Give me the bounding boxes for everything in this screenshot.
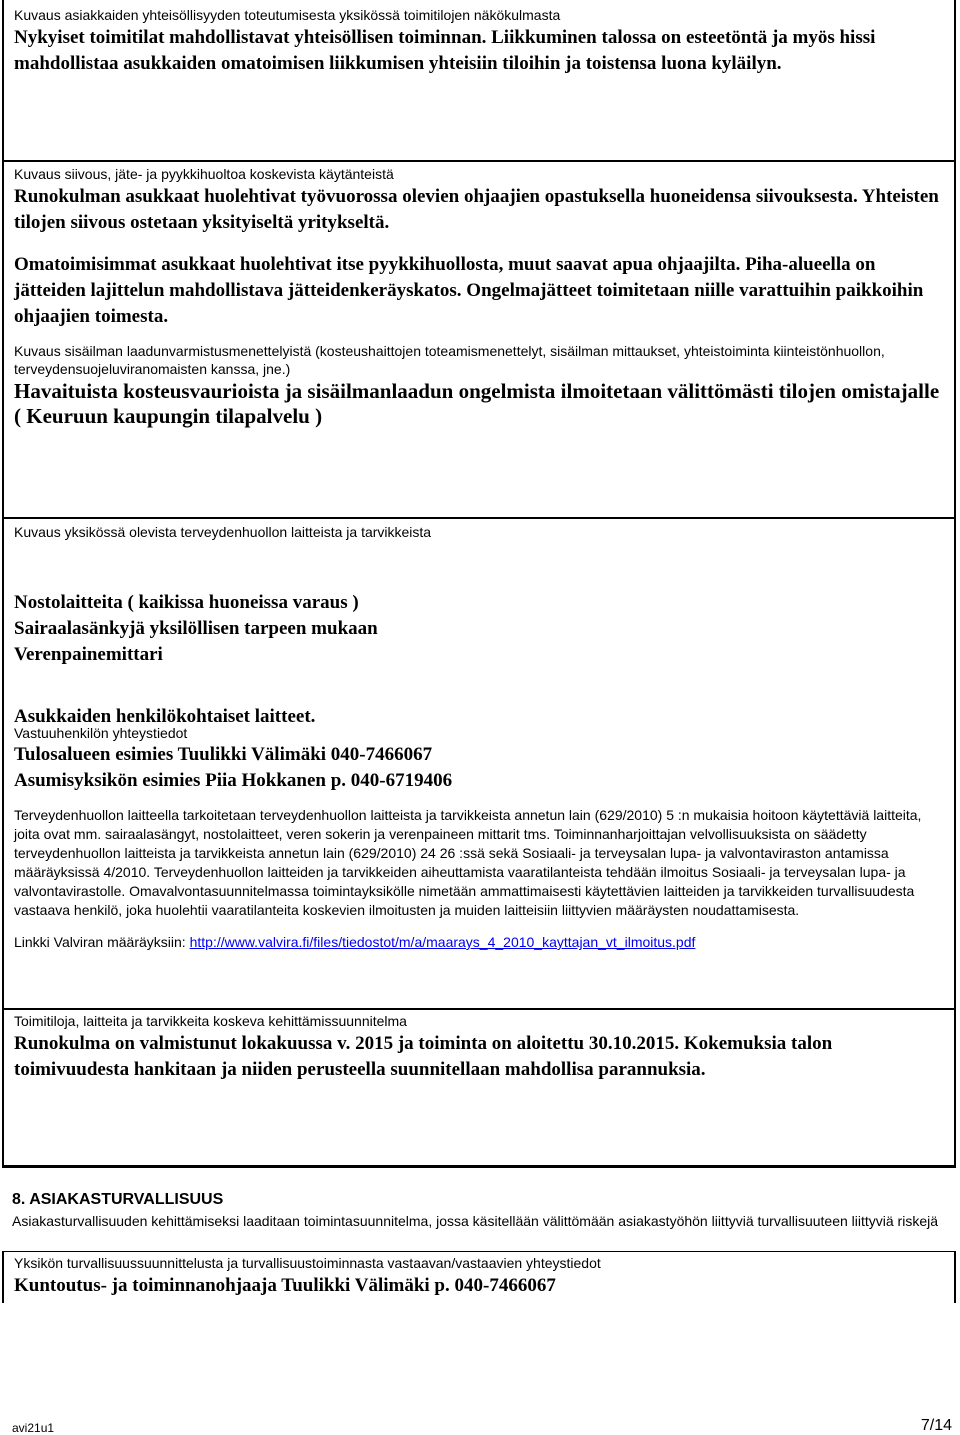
- section-text: Kuntoutus- ja toiminnanohjaaja Tuulikki Välimäki p. 040-7466067: [14, 1274, 556, 1296]
- section-text: Omatoimisimmat asukkaat huolehtivat itse pyykkihuollosta, muut saavat apua ohjaajilta. Piha-alueella on jätteiden lajittelun mahdollistava jätteidenkeräyskatos. Ongelmajätteet toimitetaan niille varattuihin paikkoihin ohjaajien toimesta.: [14, 253, 924, 327]
- page-number: 7/14: [920, 1417, 952, 1434]
- section-heading: 8. ASIAKASTURVALLISUUS: [12, 1191, 224, 1208]
- contact-text: Asumisyksikön esimies Piia Hokkanen p. 040-6719406: [14, 770, 453, 791]
- section-community: [4, 0, 954, 160]
- section-text: Havaituista kosteusvaurioista ja sisäilmanlaadun ongelmista ilmoitetaan välittömästi tilojen omistajalle ( Keuruun kaupungin tilapalvelu ): [14, 378, 940, 428]
- section-label: Toimitiloja, laitteita ja tarvikkeita koskeva kehittämissuunnitelma: [14, 1013, 407, 1029]
- section-development: [4, 1008, 954, 1167]
- law-text: Terveydenhuollon laitteella tarkoitetaan terveydenhuollon laitteista ja tarvikkeista annetun lain (629/2010) 5 :n mukaisia hoitoon käytettäviä laitteita, joita ovat mm. sairaalasängyt, nostolaitteet, veren sokerin ja verenpaineen mittarit tms. Toiminnanharjoittajan velvollisuuksista on säädetty terveydenhuollon laitteista ja tarvikkeista annetun lain (629/2010) 24 26 :ssä sekä Sosiaali- ja terveysalan lupa- ja valvontaviraston antamissa määräyksissä 4/2010. Terveydenhuollon laitteiden ja tarvikkeiden aiheuttamista vaaratilanteista tehdään ilmoitus Sosiaali- ja terveysalan lupa- ja valvontavirastolle. Omavalvontasuunnitelmassa toimintayksikölle nimetään ammattimaisesti käytettävien laitteiden ja tarvikkeiden turvallisuudesta vastaava henkilö, joka huolehtii vaaratilanteita koskevien ilmoitusten ja muiden laitteisiin liittyvien määräysten noudattamisesta.: [14, 807, 922, 918]
- section-label: Kuvaus sisäilman laadunvarmistusmenettelyistä (kosteushaittojen toteamismenettelyt, sisäilman mittaukset, yhteistoiminta kiinteistönhuollon, terveydensuojeluviranomaisten kanssa, jne.): [14, 342, 885, 377]
- contact-label: Vastuuhenkilön yhteystiedot: [14, 724, 188, 741]
- section-text: Runokulman asukkaat huolehtivat työvuorossa olevien ohjaajien opastuksella huoneidensa siivouksesta. Yhteisten tilojen siivous ostetaan yksityiseltä yritykseltä.: [14, 185, 939, 233]
- main-form-box: [2, 0, 956, 1168]
- device-list: [14, 590, 946, 668]
- section-cleaning: [4, 160, 954, 519]
- list-item: Sairaalasänkyjä yksilöllisen tarpeen mukaan: [14, 617, 378, 639]
- section-description: Asiakasturvallisuuden kehittämiseksi laaditaan toimintasuunnitelma, jossa käsitellään välittömään asiakastyöhön liittyviä turvallisuuteen liittyviä riskejä: [12, 1213, 939, 1229]
- section-label: Kuvaus siivous, jäte- ja pyykkihuoltoa koskevista käytänteistä: [14, 166, 394, 182]
- section-label: Kuvaus asiakkaiden yhteisöllisyyden toteutumisesta yksikössä toimitilojen näkökulmasta: [14, 7, 561, 23]
- footer-doc-id: avi21u1: [12, 1421, 55, 1435]
- link-line: [14, 933, 946, 952]
- personal-devices: Asukkaiden henkilökohtaiset laitteet.: [14, 705, 316, 727]
- section-label: Yksikön turvallisuussuunnittelusta ja turvallisuustoiminnasta vastaavan/vastaavien yhteystiedot: [14, 1255, 601, 1271]
- section-health-devices: [4, 517, 954, 1010]
- section-text: Runokulma on valmistunut lokakuussa v. 2015 ja toiminta on aloitettu 30.10.2015. Kokemuksia talon toimivuudesta hankitaan ja niiden perusteella suunnitellaan mahdollisa parannuksia.: [14, 1032, 833, 1080]
- list-item: Nostolaitteita ( kaikissa huoneissa varaus ): [14, 591, 359, 613]
- section-text: Nykyiset toimitilat mahdollistavat yhteisöllisen toiminnan. Liikkuminen talossa on esteetöntä ja myös hissi mahdollistaa asukkaiden omatoimisen liikkumisen yhteisiin tiloihin ja toistensa luona kyläilyn.: [14, 26, 876, 74]
- safety-contact-box: [2, 1251, 956, 1303]
- list-item: Verenpainemittari: [14, 643, 163, 665]
- section-label: Kuvaus yksikössä olevista terveydenhuollon laitteista ja tarvikkeista: [14, 524, 432, 540]
- link-prefix: Linkki Valviran määräyksiin:: [14, 934, 190, 950]
- contact-text: Tulosalueen esimies Tuulikki Välimäki 040-7466067: [14, 744, 433, 765]
- valvira-link[interactable]: http://www.valvira.fi/files/tiedostot/m/a/maarays_4_2010_kayttajan_vt_ilmoitus.pdf: [189, 934, 696, 950]
